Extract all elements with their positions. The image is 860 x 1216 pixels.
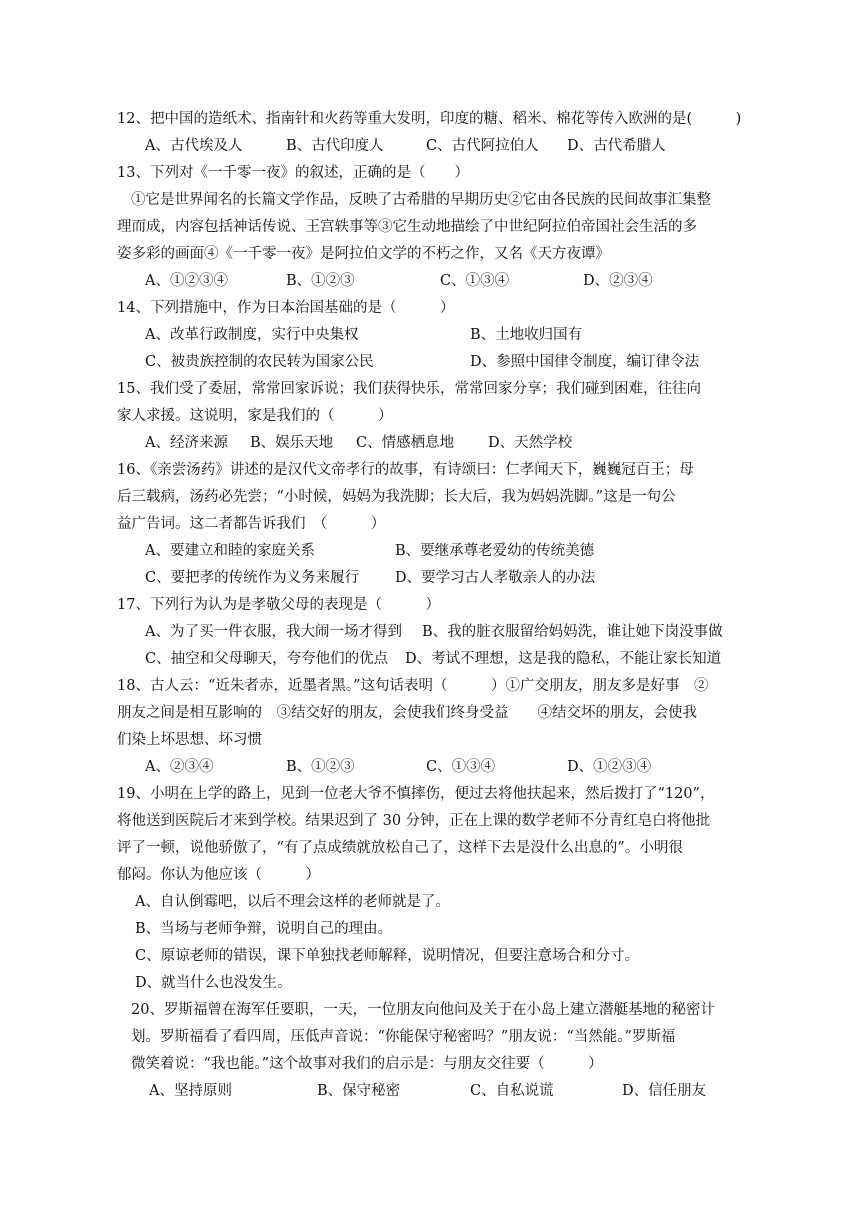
question-16-option-d: D、要学习古人孝敬亲人的办法 [395,570,596,586]
question-18-option-a: A、②③④ [145,759,214,775]
question-18-stem-line: 们染上坏思想、坏习惯 [117,732,262,748]
question-15-option-c: C、情感栖息地 [356,435,455,451]
question-12-option-c: C、古代阿拉伯人 [426,138,539,154]
question-14-stem: 14、下列措施中，作为日本治国基础的是（ ） [117,300,455,316]
question-13-option-c: C、①③④ [440,273,510,289]
question-14-option-b: B、土地收归国有 [470,327,583,343]
question-19-option-a: A、自认倒霉吧，以后不理会这样的老师就是了。 [135,894,450,910]
question-15-option-d: D、天然学校 [488,435,573,451]
question-19-stem-line: 将他送到医院后才来到学校。结果迟到了 30 分钟，正在上课的数学老师不分青红皂白将他批 [117,813,711,829]
question-16-option-c: C、要把孝的传统作为义务来履行 [145,570,360,586]
question-13-option-b: B、①②③ [286,273,355,289]
question-20-stem: 20、罗斯福曾在海军任要职，一天，一位朋友向他问及关于在小岛上建立潜艇基地的秘密计 [131,1002,715,1018]
question-15-option-a: A、经济来源 [145,435,228,451]
question-19-option-d: D、就当什么也没发生。 [135,975,292,991]
question-14-option-c: C、被贵族控制的农民转为国家公民 [145,354,374,370]
question-19-option-b: B、当场与老师争辩，说明自己的理由。 [135,921,393,937]
question-12-option-b: B、古代印度人 [286,138,384,154]
question-14-option-d: D、参照中国律令制度，编订律令法 [470,354,700,370]
question-17-option-b: B、我的脏衣服留给妈妈洗，谁让她下岗没事做 [422,624,723,640]
question-19-stem-line: 郁闷。你认为他应该（ ） [117,867,320,883]
question-17-stem: 17、下列行为认为是孝敬父母的表现是（ ） [117,597,440,613]
question-18-option-d: D、①②③④ [567,759,652,775]
question-13-option-d: D、②③④ [583,273,653,289]
question-20-option-c: C、自私说谎 [470,1083,554,1099]
question-18-stem-line: 朋友之间是相互影响的 ③结交好的朋友，会使我们终身受益 ④结交坏的朋友，会使我 [117,705,697,721]
question-20-option-b: B、保守秘密 [317,1083,401,1099]
question-17-option-a: A、为了买一件衣服，我大闹一场才得到 [145,624,402,640]
question-12-option-d: D、古代希腊人 [567,138,666,154]
question-17-option-c: C、抽空和父母聊天，夸夸他们的优点 [145,651,389,667]
question-13-stem-line: 理而成，内容包括神话传说、王宫轶事等③它生动地描绘了中世纪阿拉伯帝国社会生活的多 [117,219,697,235]
question-16-option-b: B、要继承尊老爱幼的传统美德 [395,543,595,559]
question-16-stem: 16、《亲尝汤药》讲述的是汉代文帝孝行的故事，有诗颂曰：仁孝闻天下，巍巍冠百王；母 [117,462,694,478]
question-18-stem: 18、古人云：“近朱者赤，近墨者黑。”这句话表明（ ）①广交朋友，朋友多是好事 ② [117,678,709,694]
question-20-option-d: D、信任朋友 [622,1083,707,1099]
question-19-stem: 19、小明在上学的路上，见到一位老大爷不慎摔伤，便过去将他扶起来，然后拨打了“120”， [117,786,715,802]
question-15-stem: 15、我们受了委屈，常常回家诉说；我们获得快乐，常常回家分享；我们碰到困难，往往向 [117,381,701,397]
question-20-option-a: A、坚持原则 [149,1083,232,1099]
question-13-stem-line: ①它是世界闻名的长篇文学作品，反映了古希腊的早期历史②它由各民族的民间故事汇集整 [131,192,711,208]
question-15-stem-line: 家人求援。这说明，家是我们的（ ） [117,408,393,424]
question-20-stem-line: 微笑着说：“我也能。”这个故事对我们的启示是：与朋友交往要（ ） [131,1056,603,1072]
question-20-stem-line: 划。罗斯福看了看四周，压低声音说：“你能保守秘密吗？”朋友说：“当然能。”罗斯福 [131,1029,676,1045]
question-12-option-a: A、古代埃及人 [145,138,243,154]
question-17-option-d: D、考试不理想，这是我的隐私，不能让家长知道 [405,651,722,667]
question-15-option-b: B、娱乐天地 [250,435,334,451]
question-18-option-c: C、①③④ [426,759,496,775]
question-19-stem-line: 评了一顿，说他骄傲了，“有了点成绩就放松自己了，这样下去是没什么出息的”。小明很 [117,840,683,856]
question-13-stem: 13、下列对《一千零一夜》的叙述，正确的是（ ） [117,165,469,181]
question-16-option-a: A、要建立和睦的家庭关系 [145,543,315,559]
question-19-option-c: C、原谅老师的错误，课下单独找老师解释，说明情况，但要注意场合和分寸。 [135,948,640,964]
question-18-option-b: B、①②③ [286,759,355,775]
question-13-option-a: A、①②③④ [145,273,228,289]
question-16-stem-line: 益广告词。这二者都告诉我们 （ ） [117,516,386,532]
question-12-stem: 12、把中国的造纸术、指南针和火药等重大发明，印度的糖、稻米、棉花等传入欧洲的是( ) [117,111,742,127]
question-13-stem-line: 姿多彩的画面④《一千零一夜》是阿拉伯文学的不朽之作，又名《天方夜谭》 [117,246,610,262]
question-16-stem-line: 后三载病，汤药必先尝；“小时候，妈妈为我洗脚；长大后，我为妈妈洗脚。”这是一句公 [117,489,676,505]
question-14-option-a: A、改革行政制度，实行中央集权 [145,327,359,343]
